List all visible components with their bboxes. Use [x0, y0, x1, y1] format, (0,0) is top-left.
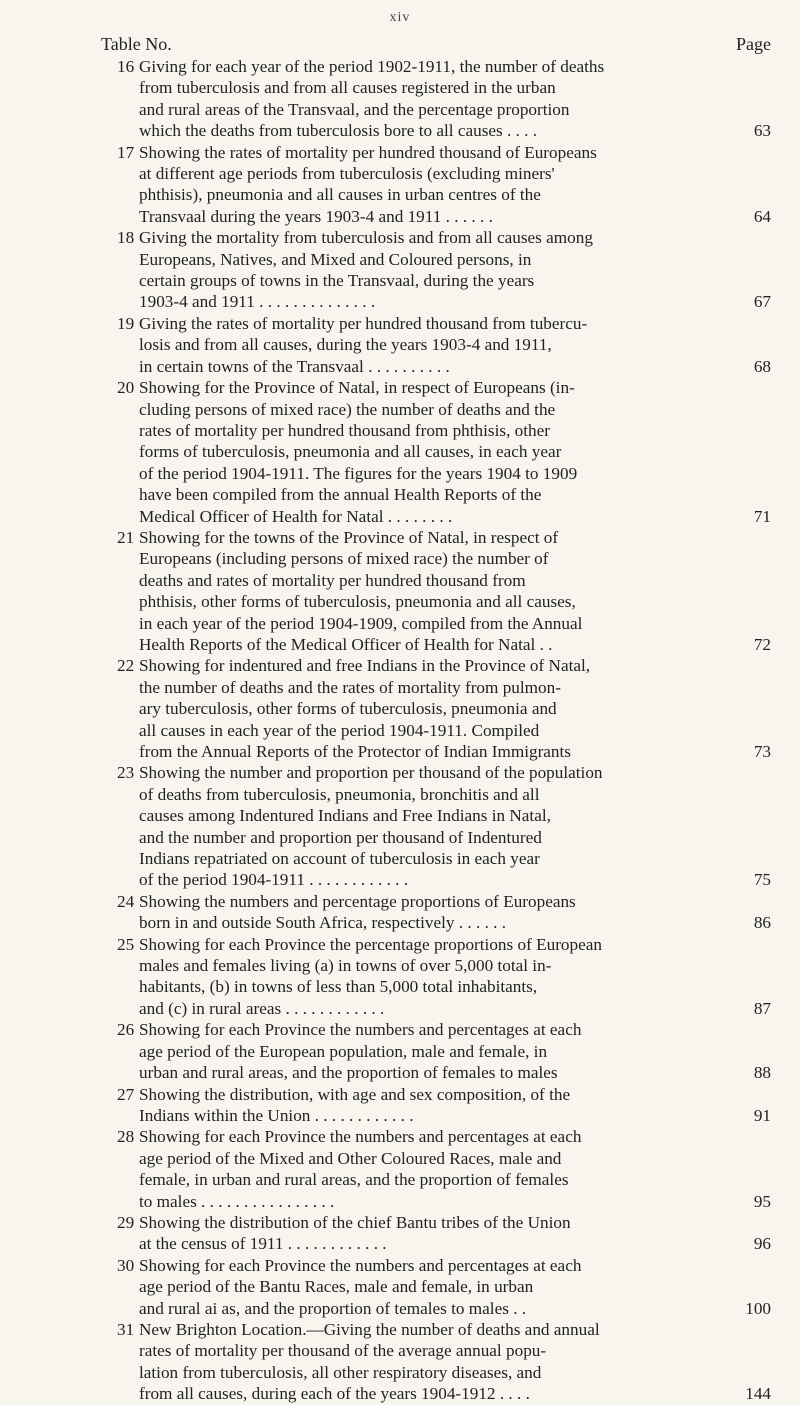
page-reference-number: 96	[753, 1234, 771, 1254]
table-number: 17	[117, 142, 135, 162]
page-reference-number: 88	[753, 1063, 771, 1083]
page-reference-number: 100	[745, 1298, 771, 1318]
page-reference-number: 95	[753, 1191, 771, 1211]
page-reference-number: 67	[753, 292, 771, 312]
page-reference-number: 63	[753, 121, 771, 141]
table-description: Showing the number and proportion per thousand of the population of deaths from tuberculosis, pneumonia, bronchitis and all causes among Indentured Indians and Free Indians in Natal, and the number and proportion per thousand of Indentured Indians repatriated on account of tuberculosis in each year of the period 1904-1911 . . . . . . . . . . . .	[139, 763, 603, 890]
table-description: Showing for the Province of Natal, in respect of Europeans (in- cluding persons of mixed race) the number of deaths and the rates of mortality per hundred thousand from phthisis, other forms of tuberculosis, pneumonia and all causes, in each year of the period 1904-1911. The figures for the years 1904 to 1909 have been compiled from the annual Health Reports of the Medical Officer of Health for Natal . . . . . . . .	[139, 378, 578, 526]
page-reference	[707, 313, 771, 377]
page-reference	[707, 227, 771, 313]
list-item	[101, 1255, 771, 1319]
list-item	[101, 377, 771, 527]
table-description: Giving the rates of mortality per hundred thousand from tubercu- losis and from all causes, during the years 1903-4 and 1911, in certain towns of the Transvaal . . . . . . . . . .	[139, 313, 588, 376]
list-item	[101, 655, 771, 762]
table-description: Showing the distribution, with age and sex composition, of the Indians within the Union . . . . . . . . . . . .	[139, 1084, 571, 1125]
table-number: 26	[117, 1020, 135, 1040]
table-description: Showing the rates of mortality per hundred thousand of Europeans at different age periods from tuberculosis (excluding miners' phthisis), pneumonia and all causes in urban centres of the Transvaal during the years 1903-4 and 1911 . . . . . .	[139, 142, 597, 226]
page-reference-number: 73	[753, 742, 771, 761]
page-reference-number: 86	[753, 913, 771, 933]
table-number: 29	[117, 1212, 135, 1232]
list-item	[101, 934, 771, 1020]
list-item	[101, 227, 771, 313]
table-number: 20	[117, 378, 135, 398]
table-number: 21	[117, 527, 135, 547]
column-headers	[101, 34, 771, 54]
table-number: 31	[117, 1319, 135, 1339]
page-reference	[707, 1255, 771, 1319]
list-item	[101, 56, 771, 142]
page-reference	[707, 1212, 771, 1255]
page-reference	[707, 1084, 771, 1127]
page-header: Page	[736, 34, 771, 54]
page-reference-number: 72	[753, 634, 771, 654]
list-item	[101, 1319, 771, 1405]
page-reference	[707, 56, 771, 142]
table-number: 22	[117, 656, 135, 676]
table-number: 23	[117, 763, 135, 783]
page-reference-number: 91	[753, 1105, 771, 1125]
page-reference-number: 144	[745, 1384, 771, 1404]
list-item	[101, 762, 771, 890]
list-item	[101, 1019, 771, 1083]
table-description: Showing for each Province the numbers and percentages at each age period of the European population, male and female, in urban and rural areas, and the proportion of females to males	[139, 1020, 582, 1083]
page-reference-number: 75	[753, 870, 771, 890]
table-description: Showing for indentured and free Indians in the Province of Natal, the number of deaths and the rates of mortality from pulmon- ary tuberculosis, other forms of tuberculosis, pneumonia and all causes in each year of the period 1904-1911. Compiled from the Annual Reports of the Protector of Indian Immigrants	[139, 656, 591, 761]
table-description: Giving the mortality from tuberculosis and from all causes among Europeans, Natives, and Mixed and Coloured persons, in certain groups of towns in the Transvaal, during the years 1903-4 and 1911 . . . . . . . . . . . . . .	[139, 228, 593, 312]
table-description: Showing the distribution of the chief Bantu tribes of the Union at the census of 1911 . . . . . . . . . . . .	[139, 1212, 571, 1254]
page-reference	[707, 142, 771, 228]
page-reference	[707, 1319, 771, 1405]
table-number: 16	[117, 57, 135, 76]
table-description: Showing for each Province the percentage proportions of European males and females living (a) in towns of over 5,000 total in- habitants, (b) in towns of less than 5,000 total inhabitants, and (c) in rural areas . . . . . . . . . . . .	[139, 934, 602, 1018]
page-reference	[707, 762, 771, 890]
table-number: 24	[117, 891, 135, 911]
list-item	[101, 1126, 771, 1212]
page-reference	[707, 377, 771, 527]
list-item	[101, 1084, 771, 1127]
page-reference	[707, 934, 771, 1020]
table-no-header: Table No.	[101, 34, 172, 54]
page-reference	[707, 527, 771, 655]
table-number: 18	[117, 228, 135, 248]
page-reference-number: 64	[753, 206, 771, 226]
page-number: xiv	[389, 10, 411, 25]
table-description: Showing for each Province the numbers and percentages at each age period of the Bantu Races, male and female, in urban and rural ai as, and the proportion of temales to males . .	[139, 1255, 582, 1318]
page-reference	[707, 1126, 771, 1212]
page-reference	[707, 891, 771, 934]
table-description: Showing for the towns of the Province of Natal, in respect of Europeans (including persons of mixed race) the number of deaths and rates of mortality per hundred thousand from phthisis, other forms of tuberculosis, pneumonia and all causes, in each year of the period 1904-1909, compiled from the Annual Health Reports of the Medical Officer of Health for Natal . .	[139, 527, 583, 654]
list-item	[101, 142, 771, 228]
list-item	[101, 527, 771, 655]
list-item	[101, 891, 771, 934]
list-item	[101, 1212, 771, 1255]
table-description: Giving for each year of the period 1902-1911, the number of deaths from tuberculosis and from all causes registered in the urban and rural areas of the Transvaal, and the percentage proportion which the deaths from tuberculosis bore to all causes . . . .	[139, 57, 605, 141]
page-reference	[707, 1019, 771, 1083]
page-reference-number: 71	[753, 506, 771, 526]
table-number: 30	[117, 1255, 135, 1275]
table-number: 27	[117, 1084, 135, 1104]
page-reference-number: 87	[753, 998, 771, 1018]
table-number: 19	[117, 313, 135, 333]
table-number: 28	[117, 1127, 135, 1147]
table-list	[101, 56, 771, 1405]
page-reference-number: 68	[753, 356, 771, 376]
list-item	[101, 313, 771, 377]
table-description: Showing for each Province the numbers and percentages at each age period of the Mixed and Other Coloured Races, male and female, in urban and rural areas, and the proportion of females to males . . . . . . . . . . . . . . . .	[139, 1127, 582, 1211]
page-reference	[707, 655, 771, 762]
table-description: Showing the numbers and percentage proportions of Europeans born in and outside South Africa, respectively . . . . . .	[139, 891, 576, 933]
table-description: New Brighton Location.—Giving the number of deaths and annual rates of mortality per thousand of the average annual popu- lation from tuberculosis, all other respiratory diseases, and from all causes, during each of the years 1904-1912 . . . .	[139, 1319, 600, 1404]
table-number: 25	[117, 934, 135, 954]
